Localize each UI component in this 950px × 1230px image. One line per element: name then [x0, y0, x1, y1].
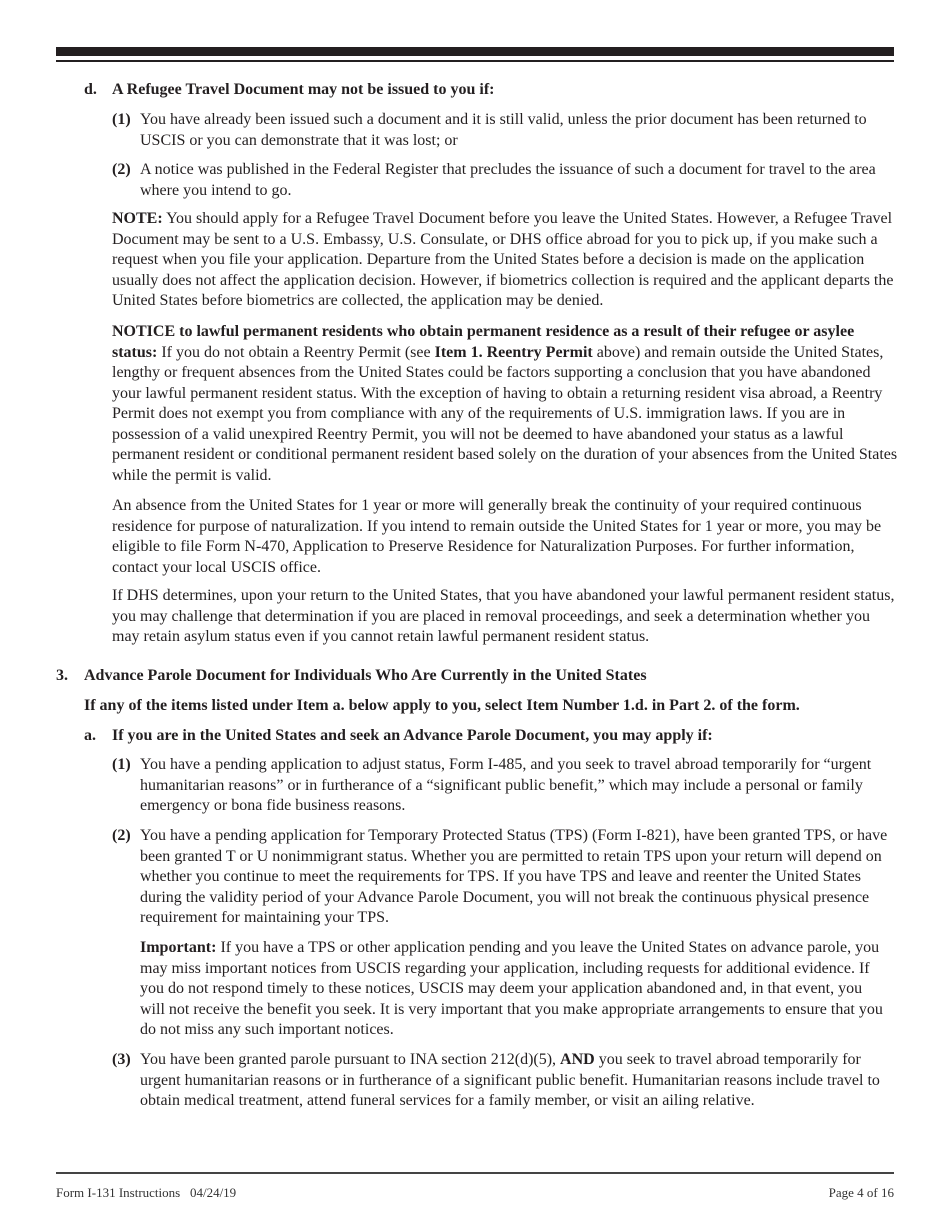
item-number: (2)	[112, 161, 131, 178]
item-number: (2)	[112, 827, 131, 844]
and-emphasis: AND	[560, 1051, 595, 1068]
notice-label: NOTICE to lawful permanent residents who obtain permanent residence as a result of their refugee or asylee status:	[112, 323, 855, 361]
section-3-instruction: If any of the items listed under Item a. below apply to you, select Item Number 1.d. in Part 2. of the form.	[84, 697, 800, 714]
important-paragraph	[140, 938, 885, 1041]
important-text: If you have a TPS or other application pending and you leave the United States on advance parole, you may miss important notices from USCIS regarding your application, including requests for additional evidence. If you do not respond timely to these notices, USCIS may deem your application abandoned and, in that event, you will not receive the benefit you seek. It is very important that you make appropriate arrangements to ensure that you do not miss any such important notices.	[140, 939, 883, 1038]
footer-page-number: Page 4 of 16	[828, 1185, 894, 1200]
subsection-a-heading: If you are in the United States and seek an Advance Parole Document, you may apply if:	[112, 727, 713, 744]
item-number: (3)	[112, 1051, 131, 1068]
note-label: NOTE:	[112, 210, 163, 227]
absence-paragraph: An absence from the United States for 1 year or more will generally break the continuity of your required continuous residence for purpose of naturalization. If you intend to remain outside the United States for 1 year or more, you may be eligible to file Form N-470, Application to Preserve Residence for Naturalization Purposes. For further information, contact your local USCIS office.	[112, 497, 882, 576]
footer-rule	[56, 1172, 894, 1174]
item-text: you seek to travel abroad temporarily for urgent humanitarian reasons or in furtherance of a significant public benefit. Humanitarian reasons include travel to obtain medical treatment, attend funeral services for a family member, or visit an ailing relative.	[140, 1051, 880, 1109]
note-text: You should apply for a Refugee Travel Document before you leave the United States. However, a Refugee Travel Document may be sent to a U.S. Embassy, U.S. Consulate, or DHS office abroad for you to pick up, if you make such a request when you file your application. Departure from the United States before a decision is made on the application usually does not affect the application decision. However, if biometrics collection is required and the applicant departs the United States before biometrics are collected, the application may be denied.	[112, 210, 894, 309]
list-item: You have a pending application to adjust status, Form I-485, and you seek to travel abroad temporarily for “urgent humanitarian reasons” or in furtherance of a “significant public benefit,” which may include a personal or family emergency or bona fide business reasons.	[140, 756, 872, 814]
list-item: A notice was published in the Federal Register that precludes the issuance of such a document for travel to the area where you intend to go.	[140, 161, 876, 199]
list-item: You have already been issued such a document and it is still valid, unless the prior document has been returned to USCIS or you can demonstrate that it was lost; or	[140, 111, 867, 149]
section-d-label: d.	[84, 81, 97, 98]
header-rule-thin	[56, 60, 894, 62]
item-number: (1)	[112, 111, 131, 128]
subsection-a-label: a.	[84, 727, 96, 744]
section-d-heading: A Refugee Travel Document may not be issued to you if:	[112, 81, 495, 98]
section-3-heading: Advance Parole Document for Individuals Who Are Currently in the United States	[84, 667, 647, 684]
notice-text: above) and remain outside the United States, lengthy or frequent absences from the United States could be factors supporting a conclusion that you have abandoned your lawful permanent resident status. With the exception of having to obtain a returning resident visa abroad, a Reentry Permit does not exempt you from compliance with any of the requirements of U.S. immigration laws. If you are in possession of a valid unexpired Reentry Permit, you will not be deemed to have abandoned your status as a lawful permanent resident or conditional permanent resident based solely on the duration of your absences from the United States while the permit is valid.	[112, 343, 898, 484]
item-text: You have been granted parole pursuant to INA section 212(d)(5),	[140, 1051, 561, 1068]
notice-text: If you do not obtain a Reentry Permit (see	[157, 343, 435, 361]
list-item	[140, 1050, 892, 1112]
footer-form-id: Form I-131 Instructions 04/24/19	[56, 1185, 237, 1200]
list-item: You have a pending application for Temporary Protected Status (TPS) (Form I-821), have been granted TPS, or have been granted T or U nonimmigrant status. Whether you are permitted to retain TPS upon your return will depend on whether you continue to meet the requirements for TPS. If you have TPS and leave and reenter the United States during the validity period of your Advance Parole Document, you will not break the continuous physical presence requirement for maintaining your TPS.	[140, 827, 888, 926]
note-paragraph	[112, 209, 900, 312]
section-3-number: 3.	[56, 667, 68, 684]
notice-paragraph	[112, 322, 900, 486]
dhs-paragraph: If DHS determines, upon your return to the United States, that you have abandoned your lawful permanent resident status, you may challenge that determination if you are placed in removal proceedings, and seek a determination whether you may retain asylum status even if you cannot retain lawful permanent resident status.	[112, 587, 895, 645]
header-rule-thick	[56, 47, 894, 56]
notice-reference: Item 1. Reentry Permit	[434, 343, 593, 361]
important-label: Important:	[140, 939, 217, 956]
item-number: (1)	[112, 756, 131, 773]
